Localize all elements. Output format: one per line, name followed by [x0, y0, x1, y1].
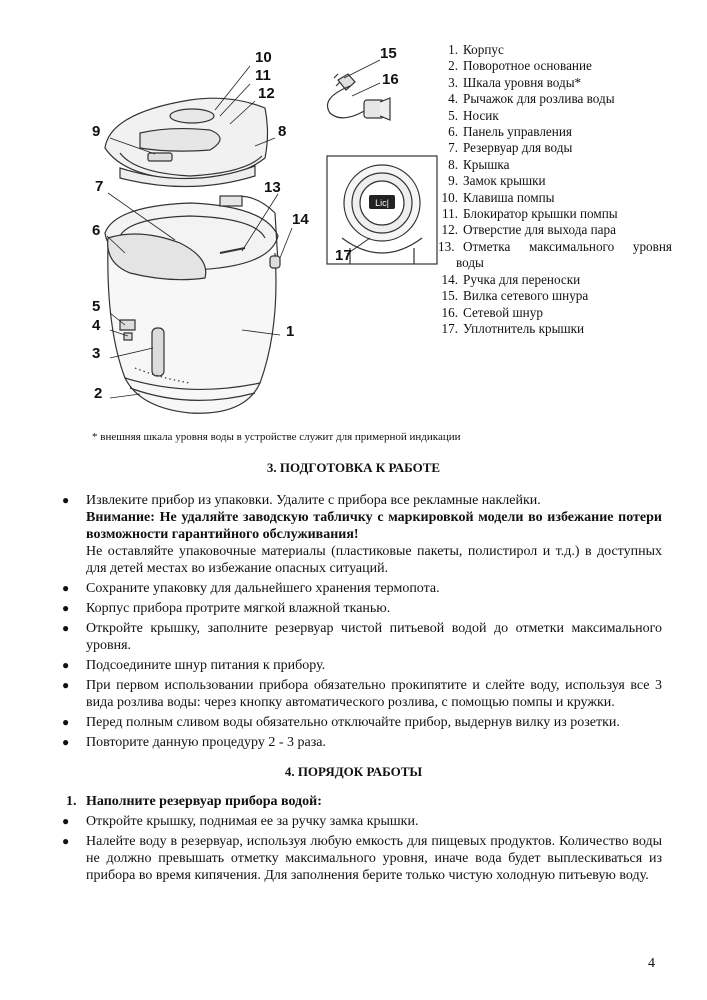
section-4-title: 4. ПОРЯДОК РАБОТЫ — [284, 764, 423, 779]
legend-item: 1. Корпус — [448, 42, 504, 57]
legend-item: 10. Клавиша помпы — [441, 189, 555, 205]
body-drawing — [105, 196, 280, 413]
section-3-list — [62, 492, 662, 754]
list-item: ● Перед полным сливом воды обязательно отключайте прибор, выдернув вилку из розетки. — [62, 715, 620, 730]
legend-item: 6. Панель управления — [448, 124, 572, 140]
list-item: ● Налейте воду в резервуар, используя любую емкость для пищевых продуктов. Количество воды не должно превышать отметку максимального уровня, иначе вода будет выплескиваться из прибора во время кипячения. Для заполнения берите только чистую холодную питьевую воду. — [62, 834, 662, 883]
bullet-icon: ● — [62, 601, 70, 615]
step-heading: 1. Наполните резервуар прибора водой: — [66, 794, 322, 809]
bullet-icon: ● — [62, 493, 70, 507]
callout-13: 13 — [264, 179, 281, 196]
bullet-icon: ● — [62, 834, 70, 848]
legend-item: 5. Носик — [448, 107, 499, 123]
callout-1: 1 — [286, 323, 295, 340]
page-number: 4 — [648, 956, 655, 971]
callout-15: 15 — [380, 45, 397, 62]
bullet-icon: ● — [62, 658, 70, 672]
legend-item: 7. Резервуар для воды — [448, 140, 573, 156]
legend-item: 16. Сетевой шнур — [441, 304, 543, 320]
bullet-icon: ● — [62, 621, 70, 635]
parts-legend — [438, 42, 678, 337]
warning-text: Внимание: Не удаляйте заводскую табличку с маркировкой модели во избежание потери возможности гарантийного обслуживания! — [86, 510, 662, 542]
list-item: ● Корпус прибора протрите мягкой влажной тканью. — [62, 601, 391, 616]
callout-12: 12 — [258, 85, 275, 102]
legend-item: 11. Блокиратор крышки помпы — [442, 206, 618, 222]
legend-item: 13. Отметка максимального уровня — [438, 238, 672, 254]
callout-7: 7 — [95, 178, 104, 195]
callout-14: 14 — [292, 211, 309, 228]
section-3-title: 3. ПОДГОТОВКА К РАБОТЕ — [266, 460, 441, 475]
legend-item: 2. Поворотное основание — [448, 58, 592, 74]
legend-item: 3. Шкала уровня воды* — [448, 74, 582, 90]
callout-3: 3 — [92, 345, 101, 362]
bullet-icon: ● — [62, 581, 70, 595]
legend-item: 14. Ручка для переноски — [441, 271, 581, 287]
legend-item: 17. Уплотнитель крышки — [441, 320, 585, 336]
list-item: ● Подсоедините шнур питания к прибору. — [62, 658, 326, 673]
callout-16: 16 — [382, 71, 399, 88]
legend-item: 12. Отверстие для выхода пара — [441, 222, 616, 238]
callout-17: 17 — [335, 247, 352, 264]
callout-6: 6 — [92, 222, 101, 239]
callout-9: 9 — [92, 123, 101, 140]
section-4-list — [62, 793, 662, 887]
callout-8: 8 — [278, 123, 287, 140]
list-item: ● Откройте крышку, поднимая ее за ручку замка крышки. — [62, 814, 419, 829]
callout-5: 5 — [92, 298, 101, 315]
list-item: ● При первом использовании прибора обязательно прокипятите и слейте воду, используя все 3 вида розлива воды: через кнопку автоматического розлива, с помощью помпы и кружки. — [62, 678, 662, 710]
legend-item: 9. Замок крышки — [448, 173, 546, 189]
list-item: ● Повторите данную процедуру 2 - 3 раза. — [62, 735, 326, 750]
legend-item: 8. Крышка — [448, 156, 510, 172]
legend-item: 4. Рычажок для розлива воды — [448, 91, 615, 107]
bullet-icon: ● — [62, 814, 70, 828]
bullet-icon: ● — [62, 678, 70, 692]
callout-2: 2 — [94, 385, 103, 402]
legend-item: 15. Вилка сетевого шнура — [441, 288, 589, 304]
bullet-icon: ● — [62, 715, 70, 729]
callout-10: 10 — [255, 49, 272, 66]
callout-4: 4 — [92, 317, 101, 334]
legend-item-continuation: воды — [456, 255, 484, 271]
water-scale-footnote: * внешняя шкала уровня воды в устройстве служит для примерной индикации — [92, 431, 461, 443]
list-item: ● Извлеките прибор из упаковки. Удалите с прибора все рекламные наклейки. Внимание: Не удаляйте заводскую табличку с маркировкой модели во избежание потери возможности гарантийного обслуживания! Не оставляйте упаковочные материалы (пластиковые пакеты, полистирол и т.д.) в доступных для детей местах во избежание опасных ситуаций. — [62, 493, 662, 576]
pump-display-text: Lic| — [375, 198, 389, 208]
callout-11: 11 — [255, 67, 271, 84]
list-item: ● Сохраните упаковку для дальнейшего хранения термопота. — [62, 581, 440, 596]
list-item: ● Откройте крышку, заполните резервуар чистой питьевой водой до отметки максимального уровня. — [62, 621, 662, 653]
power-cord-drawing — [328, 74, 391, 120]
bullet-icon: ● — [62, 735, 70, 749]
